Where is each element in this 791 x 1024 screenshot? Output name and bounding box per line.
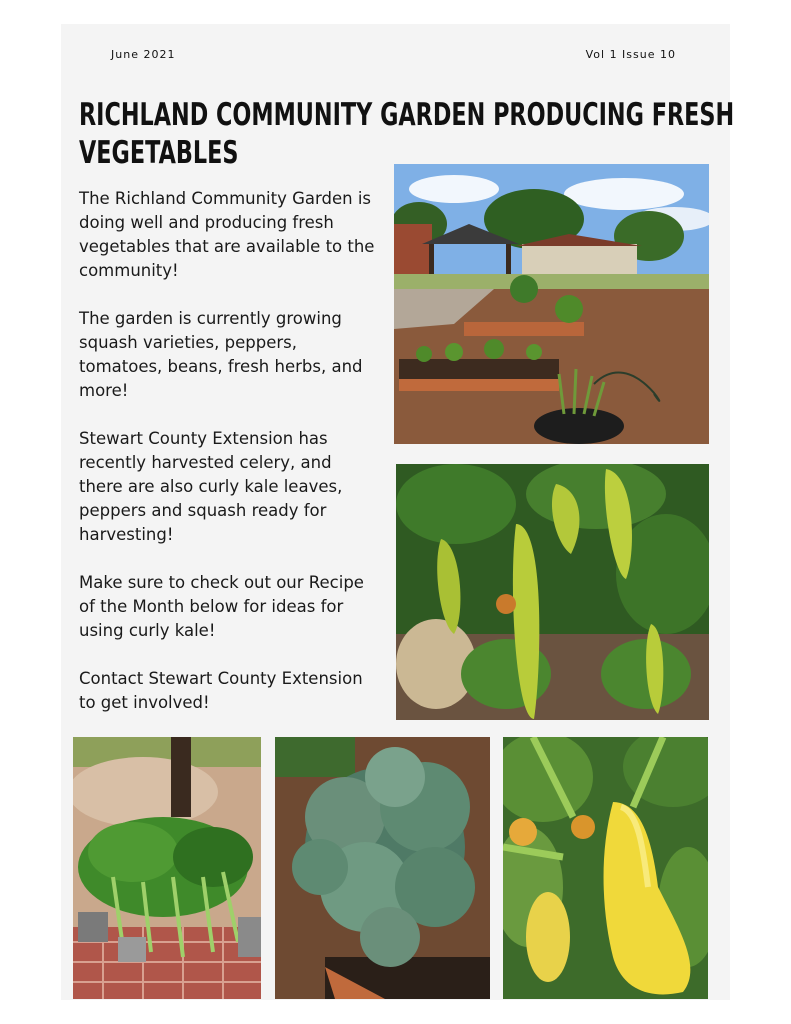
- paragraph-crops: The garden is currently growing squash varieties, peppers, tomatoes, beans, fresh herbs, and more!: [79, 309, 363, 400]
- issue-number: Vol 1 Issue 10: [585, 48, 676, 61]
- pepper-plant-photo: [396, 464, 709, 720]
- paragraph-harvest: Stewart County Extension has recently harvested celery, and there are also curly kale leaves, peppers and squash ready for harvesting!: [79, 429, 343, 544]
- curly-kale-photo: [275, 737, 490, 999]
- celery-harvest-photo: [73, 737, 261, 999]
- article-body: [79, 187, 379, 739]
- article-headline: [79, 96, 735, 172]
- headline-line-1: RICHLAND COMMUNITY GARDEN PRODUCING FRESH: [79, 97, 735, 133]
- paragraph-intro: The Richland Community Garden is doing well and producing fresh vegetables that are available to the community!: [79, 189, 375, 280]
- paragraph-recipe: Make sure to check out our Recipe of the Month below for ideas for using curly kale!: [79, 573, 364, 640]
- garden-overview-photo: [394, 164, 709, 444]
- headline-line-2: VEGETABLES: [79, 135, 239, 171]
- issue-date: June 2021: [111, 48, 176, 61]
- paragraph-contact: Contact Stewart County Extension to get involved!: [79, 669, 363, 712]
- yellow-squash-photo: [503, 737, 708, 999]
